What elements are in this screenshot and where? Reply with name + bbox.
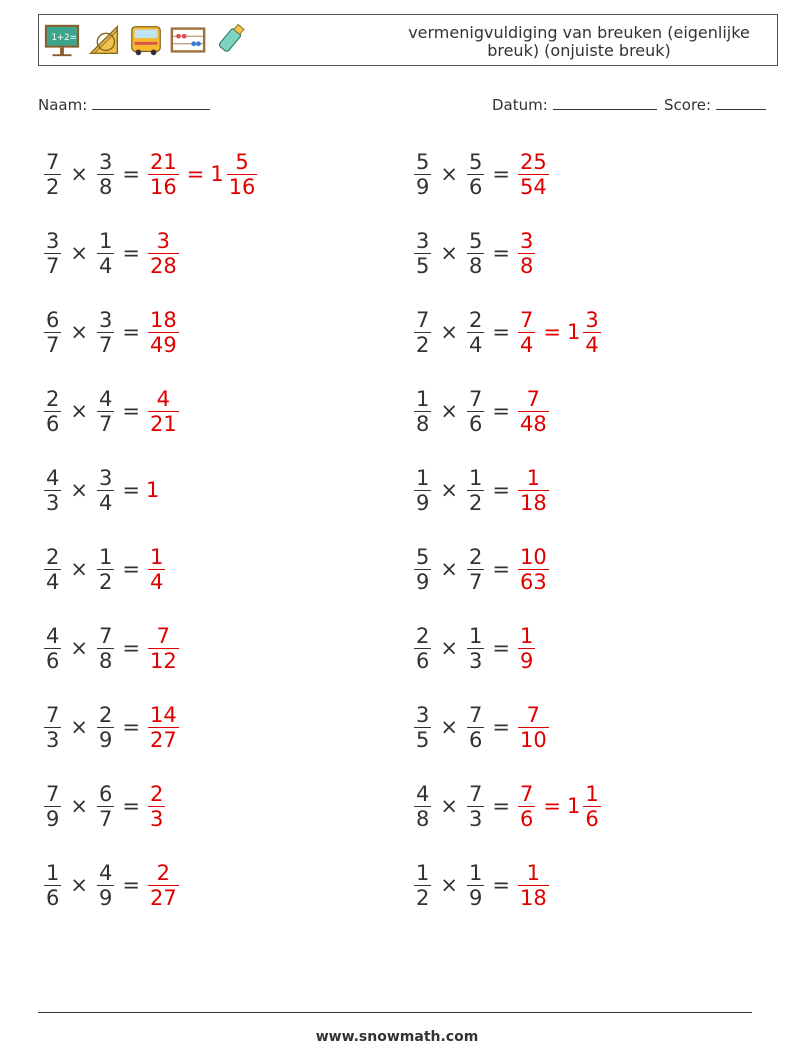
operand-fraction-1 <box>44 150 61 199</box>
equals-sign: = <box>492 636 510 660</box>
denominator: 9 <box>416 174 430 199</box>
answer-fraction <box>148 229 179 278</box>
numerator: 6 <box>46 307 60 332</box>
problem-13 <box>412 302 603 362</box>
denominator: 6 <box>46 411 60 436</box>
times-sign: × <box>440 320 458 344</box>
equals-sign: = <box>122 636 140 660</box>
operand-fraction-2 <box>97 229 114 278</box>
numerator: 1 <box>526 465 541 490</box>
denominator: 5 <box>416 253 430 278</box>
answer <box>516 150 551 199</box>
operand-fraction-2 <box>467 229 484 278</box>
equals-sign: = <box>492 794 510 818</box>
answer-fraction <box>148 703 179 752</box>
problem-16 <box>412 539 551 599</box>
answer-fraction <box>148 861 179 910</box>
protractor-icon <box>85 21 123 59</box>
denominator: 3 <box>46 727 60 752</box>
score-blank[interactable] <box>716 94 766 110</box>
numerator: 4 <box>416 781 430 806</box>
denominator: 7 <box>46 332 60 357</box>
answer-equals-sign: = <box>543 320 561 344</box>
answer-fraction <box>518 624 535 673</box>
numerator: 1 <box>585 781 599 806</box>
numerator: 14 <box>149 702 177 727</box>
equals-sign: = <box>122 794 140 818</box>
operand-fraction-1 <box>414 703 431 752</box>
numerator: 1 <box>468 465 483 490</box>
operand-fraction-2 <box>97 861 114 910</box>
answer <box>146 703 181 752</box>
numerator: 5 <box>235 149 249 174</box>
numerator: 10 <box>519 544 547 569</box>
numerator: 1 <box>468 623 483 648</box>
numerator: 1 <box>416 465 430 490</box>
numerator: 3 <box>98 149 113 174</box>
numerator: 7 <box>468 702 483 727</box>
operand-fraction-1 <box>44 861 61 910</box>
operand-fraction-1 <box>414 466 431 515</box>
operand-fraction-1 <box>414 387 431 436</box>
operand-fraction-1 <box>44 624 61 673</box>
denominator: 2 <box>416 885 430 910</box>
equals-sign: = <box>492 557 510 581</box>
problem-10 <box>42 855 181 915</box>
denominator: 28 <box>149 253 177 278</box>
denominator: 8 <box>98 174 113 199</box>
numerator: 18 <box>149 307 177 332</box>
times-sign: × <box>440 557 458 581</box>
times-sign: × <box>440 794 458 818</box>
equals-sign: = <box>122 557 140 581</box>
times-sign: × <box>440 636 458 660</box>
answer <box>146 478 160 502</box>
equals-sign: = <box>122 241 140 265</box>
times-sign: × <box>70 794 88 818</box>
answer <box>146 229 181 278</box>
denominator: 16 <box>149 174 177 199</box>
numerator: 4 <box>98 386 113 411</box>
denominator: 4 <box>98 490 113 515</box>
operand-fraction-2 <box>97 308 114 357</box>
numerator: 2 <box>468 544 483 569</box>
problem-14 <box>412 381 551 441</box>
operand-fraction-1 <box>44 466 61 515</box>
denominator: 3 <box>468 806 483 831</box>
operand-fraction-2 <box>97 387 114 436</box>
times-sign: × <box>440 241 458 265</box>
denominator: 9 <box>416 569 430 594</box>
numerator: 5 <box>416 149 430 174</box>
operand-fraction-2 <box>97 703 114 752</box>
numerator: 7 <box>519 781 534 806</box>
mixed-whole: 1 <box>566 794 581 818</box>
numerator: 4 <box>98 860 113 885</box>
operand-fraction-2 <box>97 150 114 199</box>
numerator: 5 <box>468 228 483 253</box>
denominator: 2 <box>46 174 60 199</box>
date-field <box>492 94 657 114</box>
answer <box>146 387 181 436</box>
answer-fraction <box>148 150 179 199</box>
operand-fraction-1 <box>414 861 431 910</box>
times-sign: × <box>70 162 88 186</box>
times-sign: × <box>440 715 458 739</box>
denominator: 4 <box>585 332 599 357</box>
answer <box>146 545 167 594</box>
mixed-fraction <box>583 782 600 831</box>
times-sign: × <box>440 162 458 186</box>
numerator: 1 <box>98 228 113 253</box>
abacus-icon <box>169 21 207 59</box>
equals-sign: = <box>492 399 510 423</box>
numerator: 1 <box>98 544 113 569</box>
problem-2 <box>42 223 181 283</box>
numerator: 1 <box>416 860 430 885</box>
problem-7 <box>42 618 181 678</box>
numerator: 7 <box>526 702 541 727</box>
times-sign: × <box>70 873 88 897</box>
operand-fraction-2 <box>467 150 484 199</box>
numerator: 4 <box>46 465 60 490</box>
svg-text:1+2=: 1+2= <box>51 33 77 43</box>
problem-17 <box>412 618 537 678</box>
numerator: 1 <box>468 860 483 885</box>
operand-fraction-1 <box>414 782 431 831</box>
denominator: 6 <box>585 806 599 831</box>
times-sign: × <box>440 478 458 502</box>
equals-sign: = <box>122 715 140 739</box>
operand-fraction-1 <box>414 545 431 594</box>
denominator: 12 <box>149 648 177 673</box>
denominator: 3 <box>46 490 60 515</box>
numerator: 7 <box>416 307 430 332</box>
school-bus-icon <box>127 21 165 59</box>
numerator: 3 <box>156 228 171 253</box>
denominator: 9 <box>98 727 113 752</box>
operand-fraction-2 <box>467 861 484 910</box>
mixed-whole: 1 <box>566 320 581 344</box>
denominator: 54 <box>519 174 547 199</box>
denominator: 21 <box>149 411 177 436</box>
answer <box>516 229 537 278</box>
denominator: 8 <box>416 806 430 831</box>
operand-fraction-2 <box>97 466 114 515</box>
problem-19 <box>412 776 603 836</box>
numerator: 3 <box>98 307 113 332</box>
numerator: 3 <box>519 228 534 253</box>
numerator: 21 <box>149 149 177 174</box>
equals-sign: = <box>492 873 510 897</box>
footer-divider <box>38 1012 752 1013</box>
problem-15 <box>412 460 551 520</box>
footer-url: www.snowmath.com <box>315 1029 479 1045</box>
answer <box>516 466 551 515</box>
numerator: 4 <box>156 386 171 411</box>
denominator: 63 <box>519 569 547 594</box>
equals-sign: = <box>492 478 510 502</box>
denominator: 7 <box>468 569 483 594</box>
operand-fraction-1 <box>44 703 61 752</box>
answer-fraction <box>518 861 549 910</box>
answer <box>516 308 603 357</box>
numerator: 7 <box>468 386 483 411</box>
operand-fraction-2 <box>467 545 484 594</box>
denominator: 9 <box>519 648 534 673</box>
answer <box>146 308 181 357</box>
numerator: 5 <box>468 149 483 174</box>
answer-fraction <box>518 782 535 831</box>
operand-fraction-1 <box>44 387 61 436</box>
operand-fraction-2 <box>97 624 114 673</box>
denominator: 3 <box>468 648 483 673</box>
denominator: 8 <box>98 648 113 673</box>
denominator: 9 <box>46 806 60 831</box>
answer <box>146 782 167 831</box>
problem-5 <box>42 460 160 520</box>
problem-11 <box>412 144 551 204</box>
equals-sign: = <box>122 399 140 423</box>
answer-equals-sign: = <box>543 794 561 818</box>
answer <box>146 861 181 910</box>
problem-3 <box>42 302 181 362</box>
denominator: 7 <box>98 806 113 831</box>
answer <box>516 545 551 594</box>
denominator: 9 <box>98 885 113 910</box>
problem-18 <box>412 697 551 757</box>
numerator: 7 <box>468 781 483 806</box>
denominator: 6 <box>468 174 483 199</box>
operand-fraction-1 <box>44 545 61 594</box>
numerator: 7 <box>46 781 60 806</box>
answer-whole: 1 <box>145 478 160 502</box>
numerator: 2 <box>46 386 60 411</box>
numerator: 7 <box>98 623 113 648</box>
equals-sign: = <box>492 715 510 739</box>
denominator: 8 <box>468 253 483 278</box>
denominator: 48 <box>519 411 547 436</box>
numerator: 2 <box>416 623 430 648</box>
mixed-fraction <box>583 308 600 357</box>
operand-fraction-1 <box>414 624 431 673</box>
denominator: 2 <box>98 569 113 594</box>
times-sign: × <box>70 478 88 502</box>
chalkboard-icon <box>43 21 81 59</box>
equals-sign: = <box>492 241 510 265</box>
denominator: 27 <box>149 885 177 910</box>
score-label: Score: <box>664 96 712 114</box>
numerator: 1 <box>416 386 430 411</box>
answer-fraction <box>518 387 549 436</box>
numerator: 7 <box>46 149 60 174</box>
operand-fraction-2 <box>467 624 484 673</box>
numerator: 1 <box>526 860 541 885</box>
operand-fraction-2 <box>467 703 484 752</box>
denominator: 9 <box>468 885 483 910</box>
problem-8 <box>42 697 181 757</box>
numerator: 3 <box>46 228 60 253</box>
problem-12 <box>412 223 537 283</box>
denominator: 4 <box>468 332 483 357</box>
numerator: 3 <box>585 307 599 332</box>
denominator: 6 <box>519 806 534 831</box>
denominator: 6 <box>468 411 483 436</box>
numerator: 2 <box>468 307 483 332</box>
answer-fraction <box>518 466 549 515</box>
numerator: 1 <box>149 544 164 569</box>
problem-1 <box>42 144 259 204</box>
times-sign: × <box>440 873 458 897</box>
answer-fraction <box>518 150 549 199</box>
denominator: 7 <box>46 253 60 278</box>
times-sign: × <box>70 557 88 581</box>
denominator: 8 <box>519 253 534 278</box>
answer-fraction <box>148 782 165 831</box>
denominator: 4 <box>519 332 534 357</box>
denominator: 27 <box>149 727 177 752</box>
times-sign: × <box>440 399 458 423</box>
answer-fraction <box>148 308 179 357</box>
denominator: 3 <box>149 806 164 831</box>
numerator: 7 <box>156 623 171 648</box>
name-field <box>38 94 210 114</box>
operand-fraction-1 <box>414 150 431 199</box>
equals-sign: = <box>122 162 140 186</box>
numerator: 25 <box>519 149 547 174</box>
answer <box>516 624 537 673</box>
denominator: 16 <box>228 174 256 199</box>
numerator: 2 <box>46 544 60 569</box>
worksheet-header <box>38 14 778 66</box>
answer <box>516 782 603 831</box>
denominator: 10 <box>519 727 547 752</box>
problem-20 <box>412 855 551 915</box>
operand-fraction-2 <box>467 308 484 357</box>
denominator: 2 <box>416 332 430 357</box>
mixed-fraction <box>227 150 258 199</box>
highlighter-icon <box>211 21 249 59</box>
operand-fraction-1 <box>44 308 61 357</box>
times-sign: × <box>70 399 88 423</box>
header-icons <box>43 21 249 61</box>
problem-6 <box>42 539 167 599</box>
denominator: 4 <box>149 569 164 594</box>
numerator: 7 <box>519 307 534 332</box>
operand-fraction-2 <box>467 466 484 515</box>
denominator: 5 <box>416 727 430 752</box>
equals-sign: = <box>122 478 140 502</box>
times-sign: × <box>70 241 88 265</box>
operand-fraction-1 <box>414 229 431 278</box>
numerator: 1 <box>46 860 60 885</box>
name-blank[interactable] <box>92 94 210 110</box>
operand-fraction-2 <box>97 782 114 831</box>
denominator: 6 <box>468 727 483 752</box>
numerator: 3 <box>416 702 430 727</box>
equals-sign: = <box>492 162 510 186</box>
answer <box>146 150 259 199</box>
answer-fraction <box>518 545 549 594</box>
answer-fraction <box>518 229 535 278</box>
times-sign: × <box>70 636 88 660</box>
equals-sign: = <box>492 320 510 344</box>
problem-4 <box>42 381 181 441</box>
numerator: 5 <box>416 544 430 569</box>
operand-fraction-1 <box>44 229 61 278</box>
answer-fraction <box>148 624 179 673</box>
numerator: 3 <box>416 228 430 253</box>
date-blank[interactable] <box>553 94 657 110</box>
numerator: 4 <box>46 623 60 648</box>
numerator: 2 <box>149 781 164 806</box>
numerator: 7 <box>46 702 60 727</box>
answer <box>516 861 551 910</box>
worksheet-title: vermenigvuldiging van breuken (eigenlijke breuk) (onjuiste breuk) <box>408 23 750 60</box>
answer <box>516 703 551 752</box>
denominator: 2 <box>468 490 483 515</box>
operand-fraction-1 <box>44 782 61 831</box>
answer <box>516 387 551 436</box>
denominator: 49 <box>149 332 177 357</box>
answer <box>146 624 181 673</box>
denominator: 7 <box>98 332 113 357</box>
answer-fraction <box>518 703 549 752</box>
denominator: 7 <box>98 411 113 436</box>
name-label: Naam: <box>38 96 88 114</box>
answer-equals-sign: = <box>186 162 205 186</box>
denominator: 18 <box>519 490 547 515</box>
answer-fraction <box>148 545 165 594</box>
denominator: 18 <box>519 885 547 910</box>
numerator: 7 <box>526 386 541 411</box>
operand-fraction-1 <box>414 308 431 357</box>
operand-fraction-2 <box>97 545 114 594</box>
operand-fraction-2 <box>467 782 484 831</box>
times-sign: × <box>70 715 88 739</box>
denominator: 4 <box>98 253 113 278</box>
equals-sign: = <box>122 320 140 344</box>
mixed-whole: 1 <box>210 162 224 186</box>
problem-9 <box>42 776 167 836</box>
numerator: 3 <box>98 465 113 490</box>
denominator: 6 <box>46 885 60 910</box>
score-field <box>664 94 766 114</box>
numerator: 2 <box>156 860 171 885</box>
answer-fraction <box>518 308 535 357</box>
numerator: 1 <box>519 623 534 648</box>
denominator: 9 <box>416 490 430 515</box>
equals-sign: = <box>122 873 140 897</box>
times-sign: × <box>70 320 88 344</box>
denominator: 4 <box>46 569 60 594</box>
denominator: 6 <box>46 648 60 673</box>
answer-fraction <box>148 387 179 436</box>
numerator: 2 <box>98 702 113 727</box>
date-label: Datum: <box>492 96 548 114</box>
numerator: 6 <box>98 781 113 806</box>
denominator: 6 <box>416 648 430 673</box>
denominator: 8 <box>416 411 430 436</box>
operand-fraction-2 <box>467 387 484 436</box>
